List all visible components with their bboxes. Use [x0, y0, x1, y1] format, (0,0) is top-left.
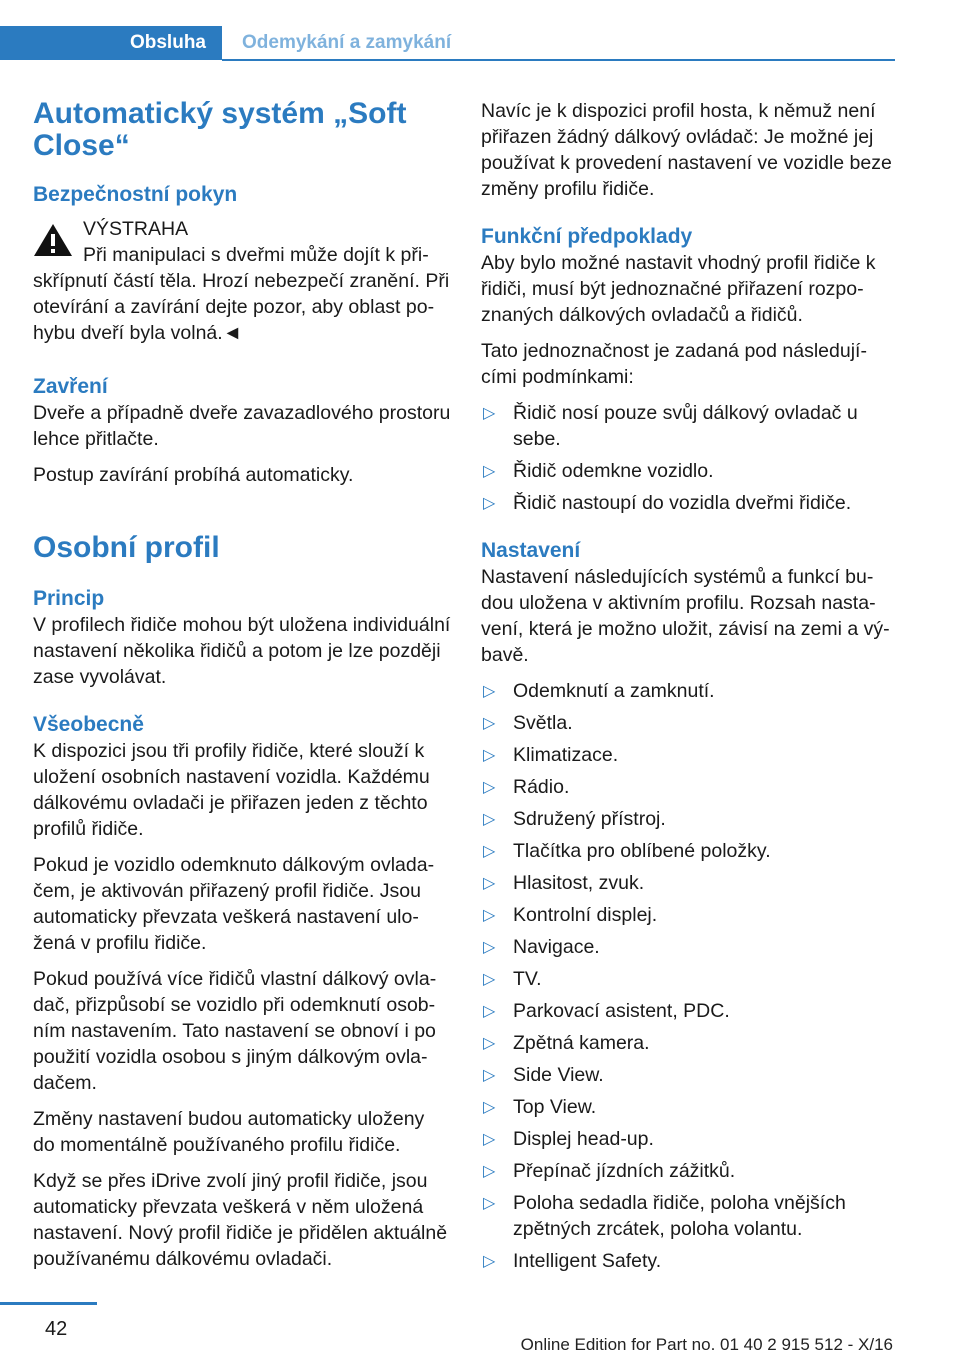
list-item: ▷ Odemknutí a zamknutí. — [481, 678, 895, 704]
list-item: ▷ Displej head-up. — [481, 1126, 895, 1152]
general-paragraph-2: Pokud je vozidlo odemknuto dálkovým ovladačem, je aktivován přiřazený profil řidiče. Jsou automaticky převzata veškerá nastavení uložená v profilu řidiče. — [33, 854, 435, 954]
list-item: ▷ Navigace. — [481, 934, 895, 960]
triangle-right-outline-icon: ▷ — [483, 463, 496, 480]
warning-block — [33, 216, 451, 346]
list-item: ▷ Hlasitost, zvuk. — [481, 870, 895, 896]
warning-title: VÝSTRAHA — [83, 218, 189, 240]
triangle-right-outline-icon: ▷ — [483, 811, 496, 828]
list-item: ▷ Parkovací asistent, PDC. — [481, 998, 895, 1024]
triangle-right-outline-icon: ▷ — [483, 939, 496, 956]
page-number: 42 — [45, 1318, 68, 1340]
list-item: ▷ Rádio. — [481, 774, 895, 800]
right-column — [481, 98, 895, 1280]
settings-heading: Nastavení — [481, 539, 581, 562]
triangle-right-outline-icon: ▷ — [483, 971, 496, 988]
triangle-right-outline-icon: ▷ — [483, 1003, 496, 1020]
soft-close-title: Automatický systém „Soft Close“ — [33, 97, 407, 162]
triangle-right-outline-icon: ▷ — [483, 715, 496, 732]
triangle-right-outline-icon: ▷ — [483, 405, 496, 422]
prereq-paragraph-1: Aby bylo možné nastavit vhodný profil řidiče k řidiči, musí být jednoznačné přiřazení rozpoznaných dálkových ovladačů a řidičů. — [481, 252, 876, 326]
triangle-right-outline-icon: ▷ — [483, 1163, 496, 1180]
closing-heading: Zavření — [33, 375, 108, 398]
list-item: ▷ Sdružený přístroj. — [481, 806, 895, 832]
triangle-right-outline-icon: ▷ — [483, 875, 496, 892]
header-rule — [222, 59, 895, 61]
triangle-right-outline-icon: ▷ — [483, 1195, 496, 1212]
closing-paragraph-1: Dveře a případně dveře zavazadlového prostoru lehce přitlačte. — [33, 402, 451, 450]
settings-paragraph: Nastavení následujících systémů a funkcí budou uložena v aktivním profilu. Rozsah nastavení, která je možno uložit, závisí na zemi a výbavě. — [481, 566, 890, 666]
tab-odemykani[interactable]: Odemykání a zamykání — [242, 32, 452, 53]
triangle-right-outline-icon: ▷ — [483, 1035, 496, 1052]
list-item: ▷ Přepínač jízdních zážitků. — [481, 1158, 895, 1184]
closing-paragraph-2: Postup zavírání probíhá automaticky. — [33, 464, 354, 486]
triangle-right-outline-icon: ▷ — [483, 1131, 496, 1148]
list-item: ▷ Tlačítka pro oblíbené položky. — [481, 838, 895, 864]
settings-list — [481, 678, 895, 1274]
list-item: ▷ Řidič nastoupí do vozidla dveřmi řidiče. — [481, 490, 895, 516]
profile-title: Osobní profil — [33, 531, 220, 564]
edition-footer: Online Edition for Part no. 01 40 2 915 512 - X/16 — [520, 1335, 893, 1354]
triangle-right-outline-icon: ▷ — [483, 907, 496, 924]
triangle-right-outline-icon: ▷ — [483, 843, 496, 860]
prereq-heading: Funkční předpoklady — [481, 225, 693, 248]
triangle-right-outline-icon: ▷ — [483, 1067, 496, 1084]
list-item: ▷ Intelligent Safety. — [481, 1248, 895, 1274]
principle-heading: Princip — [33, 587, 105, 610]
guest-paragraph: Navíc je k dispozici profil hosta, k němuž není přiřazen žádný dálkový ovládač: Je možné jej používat k provedení nastavení ve vozidle beze změny profilu řidiče. — [481, 100, 892, 200]
principle-paragraph: V profilech řidiče mohou být uložena individuální nastavení několika řidičů a potom je lze později zase vyvolávat. — [33, 614, 451, 688]
list-item: ▷ TV. — [481, 966, 895, 992]
triangle-right-outline-icon: ▷ — [483, 747, 496, 764]
header-tabs — [0, 26, 895, 60]
triangle-right-outline-icon: ▷ — [483, 495, 496, 512]
warning-body: Při manipulaci s dveřmi může dojít k přiskřípnutí částí těla. Hrozí nebezpečí zranění. Při otevírání a zavírání dejte pozor, aby oblast pohybu dveří byla volná.◄ — [33, 244, 450, 344]
general-paragraph-3: Pokud používá více řidičů vlastní dálkový ovladač, přizpůsobí se vozidlo při odemknutí osobním nastavením. Tato nastavení se obnoví i po použití vozidla osobou s jiným dálkovým ovladačem. — [33, 968, 437, 1094]
general-heading: Všeobecně — [33, 713, 144, 736]
footer-rule — [0, 1302, 97, 1305]
list-item: ▷ Kontrolní displej. — [481, 902, 895, 928]
list-item: ▷ Top View. — [481, 1094, 895, 1120]
list-item: ▷ Řidič odemkne vozidlo. — [481, 458, 895, 484]
tab-obsluha[interactable]: Obsluha — [0, 26, 222, 60]
left-column — [33, 98, 451, 1282]
warning-triangle-icon — [33, 222, 73, 258]
triangle-right-outline-icon: ▷ — [483, 1253, 496, 1270]
triangle-right-outline-icon: ▷ — [483, 1099, 496, 1116]
safety-heading: Bezpečnostní pokyn — [33, 183, 238, 206]
list-item: ▷ Řidič nosí pouze svůj dálkový ovladač u sebe. — [483, 402, 858, 450]
list-item: ▷ Klimatizace. — [481, 742, 895, 768]
prereq-paragraph-2: Tato jednoznačnost je zadaná pod následujícími podmínkami: — [481, 340, 867, 388]
list-item: ▷ Zpětná kamera. — [481, 1030, 895, 1056]
triangle-right-outline-icon: ▷ — [483, 779, 496, 796]
general-paragraph-5: Když se přes iDrive zvolí jiný profil řidiče, jsou automaticky převzata veškerá v něm uložená nastavení. Nový profil řidiče je přidělen aktuálně používanému dálkovému ovladači. — [33, 1170, 448, 1270]
general-paragraph-1: K dispozici jsou tři profily řidiče, které slouží k uložení osobních nastavení vozidla. Každému dálkovému ovladači je přiřazen jeden z těchto profilů řidiče. — [33, 740, 430, 840]
triangle-right-outline-icon: ▷ — [483, 683, 496, 700]
list-item: ▷ Poloha sedadla řidiče, poloha vnějších zpětných zrcátek, poloha volantu. — [483, 1192, 846, 1240]
list-item: ▷ Světla. — [481, 710, 895, 736]
general-paragraph-4: Změny nastavení budou automaticky uloženy do momentálně používaného profilu řidiče. — [33, 1108, 425, 1156]
prereq-list — [481, 400, 895, 516]
list-item: ▷ Side View. — [481, 1062, 895, 1088]
